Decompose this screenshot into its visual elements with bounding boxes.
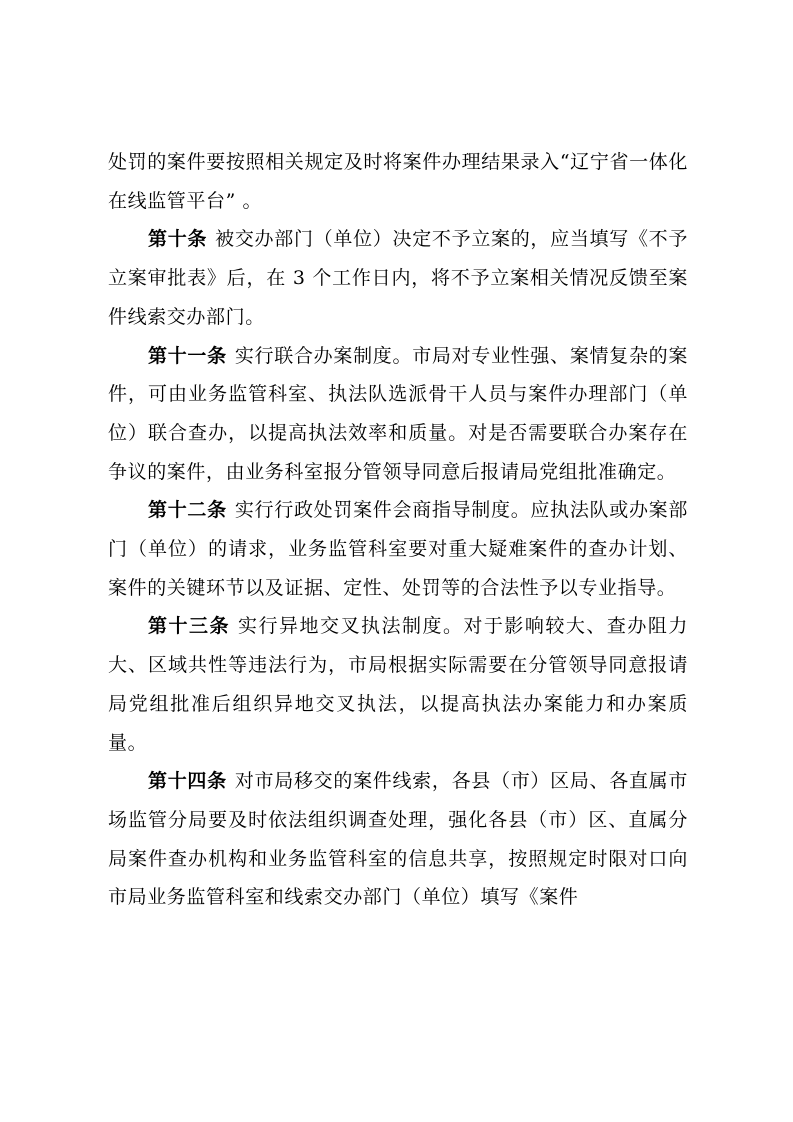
- article-number: 第十四条: [148, 770, 227, 793]
- article-number: 第十三条: [148, 615, 230, 638]
- paragraph-text: 实行行政处罚案件会商指导制度。应执法队或办案部门（单位）的请求，业务监管科室要对重大疑难案件的查办计划、案件的关键环节以及证据、定性、处罚等的合法性予以专业指导。: [108, 499, 688, 599]
- article-10: [108, 220, 688, 336]
- paragraph-text: 处罚的案件要按照相关规定及时将案件办理结果录入“辽宁省一体化在线监管平台” 。: [108, 151, 688, 212]
- article-number: 第十二条: [148, 499, 227, 522]
- paragraph-text: 被交办部门（单位）决定不予立案的，应当填写《不予立案审批表》后，在 3 个工作日内，将不予立案相关情况反馈至案件线索交办部门。: [108, 228, 688, 328]
- article-14: [108, 762, 688, 917]
- article-11: [108, 337, 688, 492]
- article-12: [108, 491, 688, 607]
- paragraph-text: 实行异地交叉执法制度。对于影响较大、查办阻力大、区域共性等违法行为，市局根据实际需要在分管领导同意报请局党组批准后组织异地交叉执法，以提高执法办案能力和办案质量。: [108, 615, 688, 754]
- document-page: [108, 143, 688, 917]
- article-number: 第十一条: [148, 344, 227, 367]
- article-number: 第十条: [148, 228, 208, 251]
- paragraph-text: 实行联合办案制度。市局对专业性强、案情复杂的案件，可由业务监管科室、执法队选派骨干人员与案件办理部门（单位）联合查办，以提高执法效率和质量。对是否需要联合办案存在争议的案件，由业务科室报分管领导同意后报请局党组批准确定。: [108, 344, 688, 483]
- paragraph-text: 对市局移交的案件线索，各县（市）区局、各直属市场监管分局要及时依法组织调查处理，强化各县（市）区、直属分局案件查办机构和业务监管科室的信息共享，按照规定时限对口向市局业务监管科室和线索交办部门（单位）填写《案件: [108, 770, 688, 909]
- paragraph-continuation: [108, 143, 688, 220]
- article-13: [108, 607, 688, 762]
